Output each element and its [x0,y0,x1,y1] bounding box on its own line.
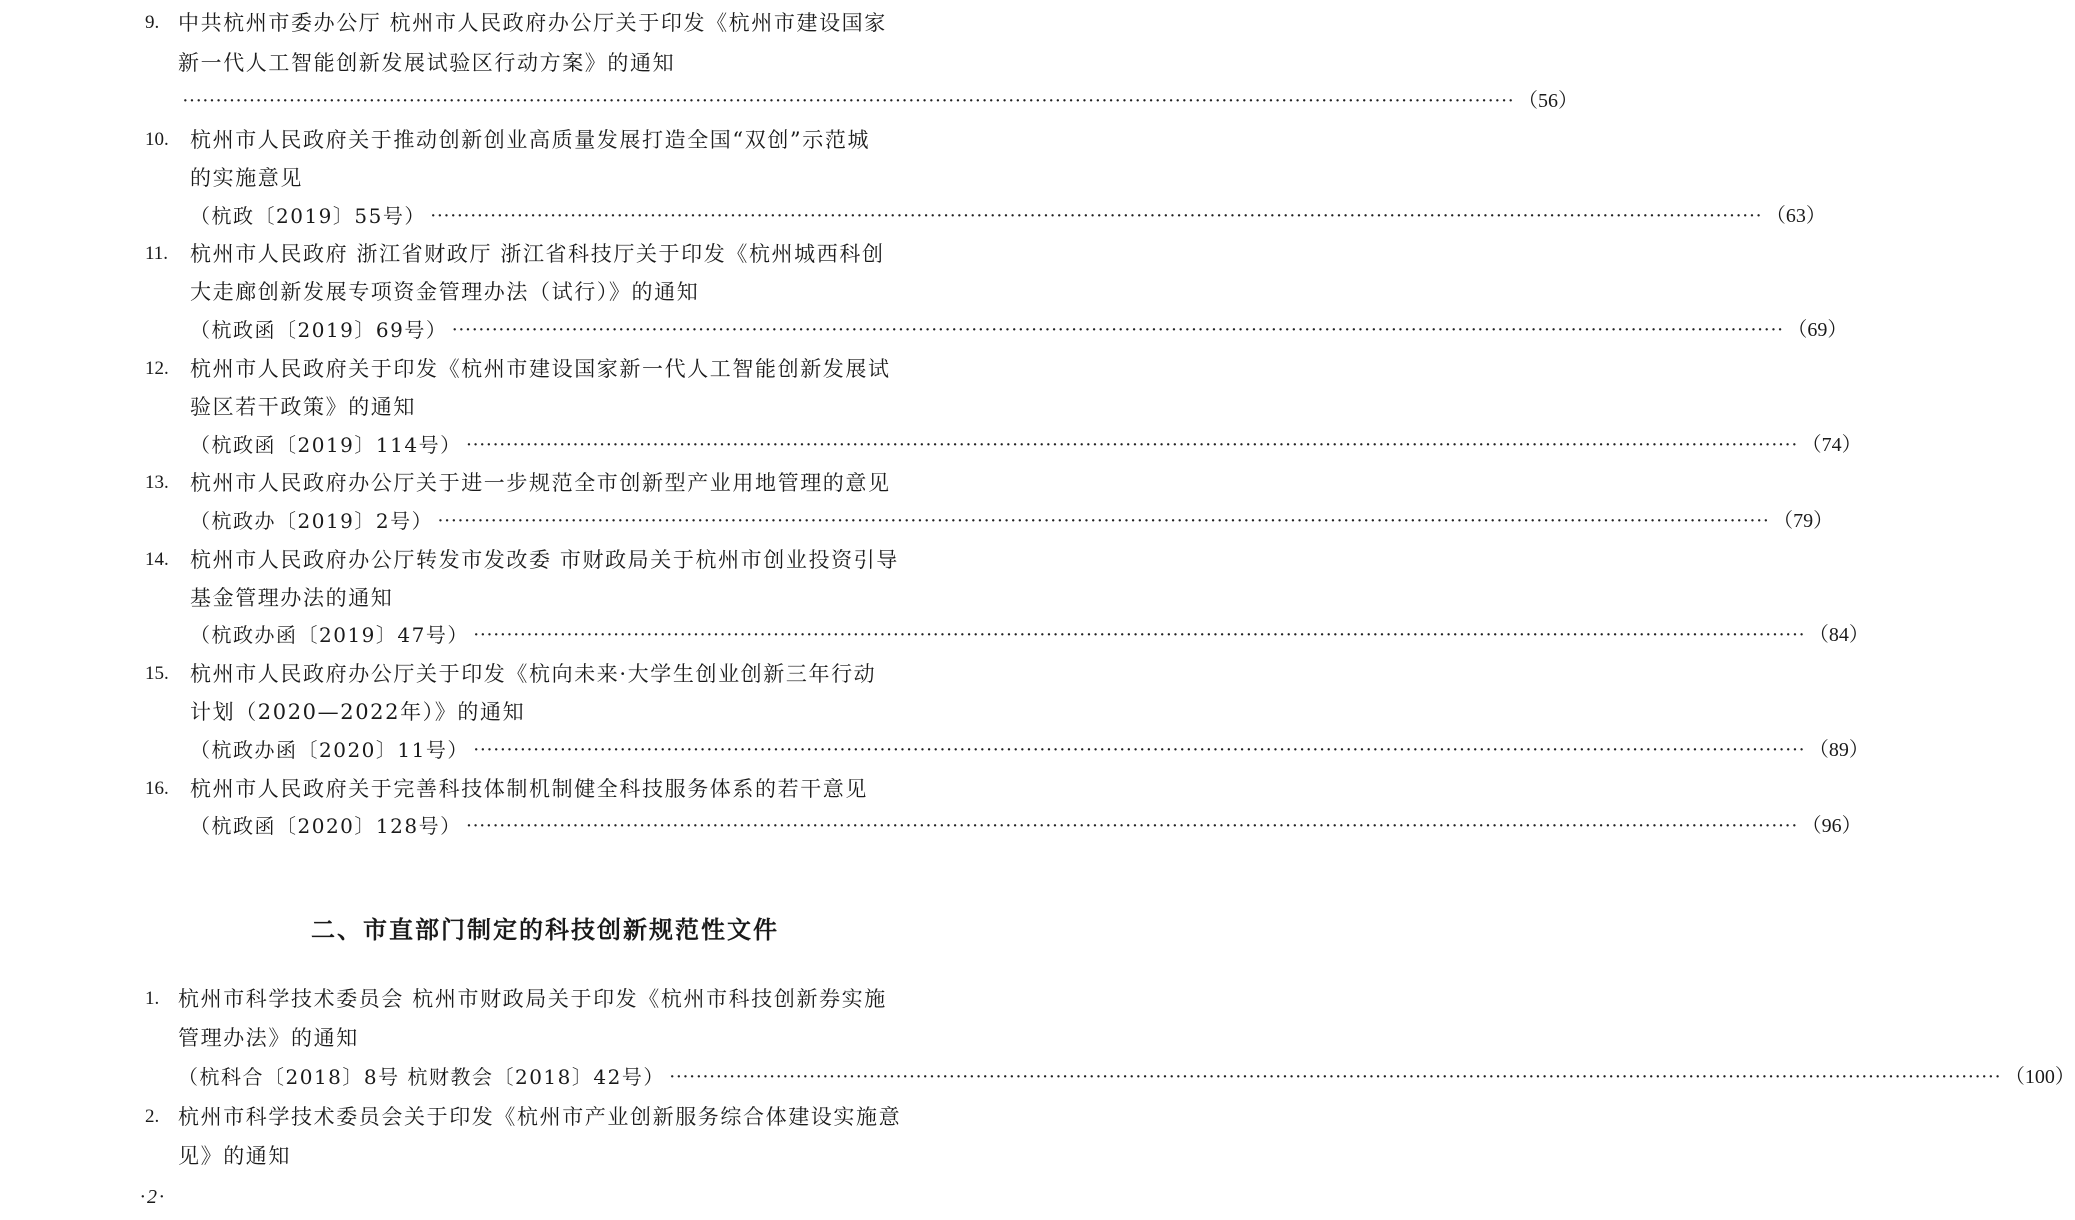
entry-title-line: 杭州市人民政府办公厅关于印发《杭向未来·大学生创业创新三年行动 [190,662,877,686]
page-leader [190,426,1862,464]
page-number: （69） [1787,319,1848,341]
leader-dots: ········································································································································································································ [472,624,1805,646]
page-number: （89） [1808,739,1869,761]
leader-dots: ········································································································································································································ [668,1066,2001,1088]
page-leader [178,1058,2075,1096]
entry-number: 11. [145,243,169,264]
page-leader [190,197,1826,235]
doc-number: （杭政函〔2019〕114号） [190,433,462,457]
entry-title-line: 杭州市人民政府关于推动创新创业高质量发展打造全国“双创”示范城 [190,128,871,152]
entry-title-line: 杭州市人民政府关于印发《杭州市建设国家新一代人工智能创新发展试 [190,357,891,381]
entry-title-line: 杭州市科学技术委员会 杭州市财政局关于印发《杭州市科技创新券实施 [178,987,887,1011]
leader-dots: ········································································································································································································ [429,205,1762,227]
doc-number: （杭政办函〔2019〕47号） [190,623,469,647]
doc-number: （杭政办〔2019〕2号） [190,509,434,533]
entry-title-line: 的实施意见 [190,166,303,190]
entry-number: 16. [145,778,169,799]
entry-title-line: 杭州市人民政府 浙江省财政厅 浙江省科技厅关于印发《杭州城西科创 [190,242,885,266]
entry-number: 13. [145,472,169,493]
page-number: （63） [1765,205,1826,227]
entry-title-line: 见》的通知 [178,1144,291,1168]
page-number: （56） [1518,90,1579,112]
page-leader [190,731,1869,769]
entry-number: 10. [145,129,169,150]
page-leader [190,807,1862,845]
doc-number: （杭政函〔2019〕69号） [190,318,448,342]
doc-number: （杭政〔2019〕55号） [190,204,426,228]
entry-number: 12. [145,358,169,379]
page-leader [190,311,1848,349]
page-number: （100） [2004,1066,2075,1088]
section-heading: 二、市直部门制定的科技创新规范性文件 [311,916,779,944]
page-number: （84） [1808,624,1869,646]
entry-title-line: 杭州市科学技术委员会关于印发《杭州市产业创新服务综合体建设实施意 [178,1105,902,1129]
leader-dots: ········································································································································································································ [465,434,1798,456]
entry-number: 9. [145,12,160,33]
entry-title-line: 杭州市人民政府办公厅关于进一步规范全市创新型产业用地管理的意见 [190,471,891,495]
entry-title-line: 杭州市人民政府关于完善科技体制机制健全科技服务体系的若干意见 [190,777,868,801]
page-leader [190,616,1869,654]
leader-dots: ········································································································································································································ [451,319,1784,341]
entry-number: 1. [145,988,160,1009]
entry-title-line: 计划（2020—2022年）》的通知 [190,700,526,724]
leader-dots: ········································································································································································································ [437,510,1770,532]
entry-title-line: 中共杭州市委办公厅 杭州市人民政府办公厅关于印发《杭州市建设国家 [178,11,887,35]
doc-number: （杭政办函〔2020〕11号） [190,738,469,762]
entry-title-line: 管理办法》的通知 [178,1026,359,1050]
page-leader [178,82,1579,120]
page-number: （74） [1801,434,1862,456]
doc-number: （杭政函〔2020〕128号） [190,814,462,838]
page-number: （96） [1801,815,1862,837]
leader-dots: ········································································································································································································ [182,90,1515,112]
leader-dots: ········································································································································································································ [465,815,1798,837]
doc-number: （杭科合〔2018〕8号 杭财教会〔2018〕42号） [178,1065,665,1089]
entry-title-line: 基金管理办法的通知 [190,586,394,610]
leader-dots: ········································································································································································································ [472,739,1805,761]
page-leader [190,502,1834,540]
entry-title-line: 杭州市人民政府办公厅转发市发改委 市财政局关于杭州市创业投资引导 [190,548,899,572]
entry-number: 15. [145,663,169,684]
page-number: （79） [1773,510,1834,532]
entry-number: 14. [145,549,169,570]
entry-title-line: 大走廊创新发展专项资金管理办法（试行）》的通知 [190,280,700,304]
entry-title-line: 新一代人工智能创新发展试验区行动方案》的通知 [178,51,676,75]
page-number-footer: ·2· [140,1186,166,1208]
entry-title-line: 验区若干政策》的通知 [190,395,416,419]
entry-number: 2. [145,1106,160,1127]
